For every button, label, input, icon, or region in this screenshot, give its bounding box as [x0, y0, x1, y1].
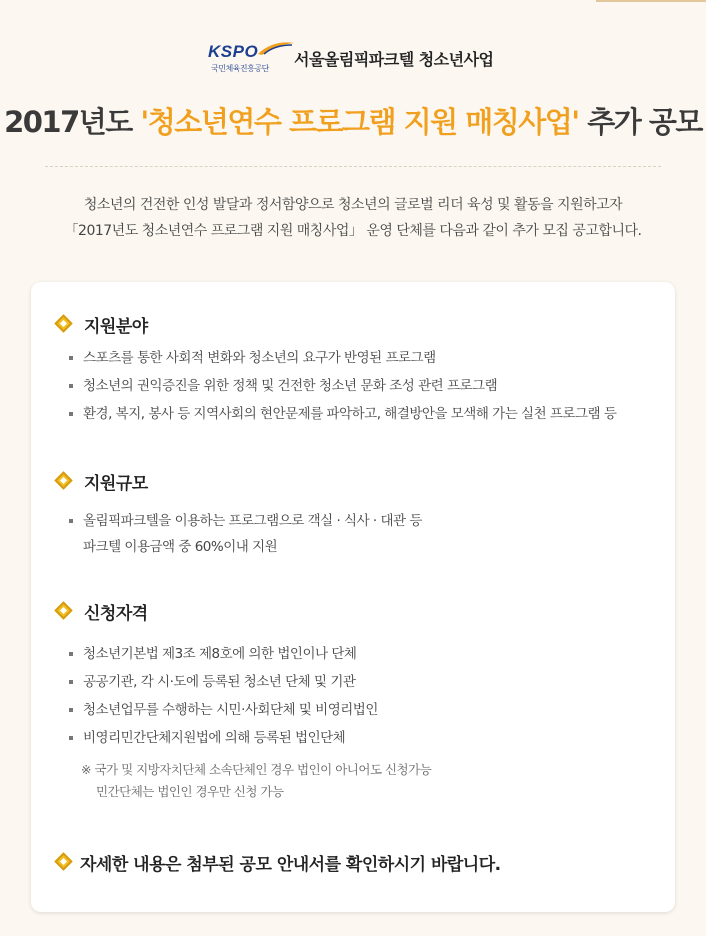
info-card	[31, 282, 675, 912]
list-item	[69, 511, 669, 559]
list-item: 비영리민간단체지원법에 의해 등록된 법인단체	[69, 728, 669, 756]
list-item: 환경, 복지, 봉사 등 지역사회의 현안문제를 파악하고, 해결방안을 모색해 가는 실천 프로그램 등	[69, 404, 669, 432]
section-scale-list	[69, 511, 669, 559]
note-line-2: 민간단체는 법인인 경우만 신청 가능	[96, 784, 284, 799]
title-highlight: '청소년연수 프로그램 지원 매칭사업'	[140, 105, 579, 139]
list-item: 청소년기본법 제3조 제8호에 의한 법인이나 단체	[69, 644, 669, 672]
section-scale-title	[57, 469, 148, 494]
intro-line-1: 청소년의 건전한 인성 발달과 정서함양으로 청소년의 글로벌 리더 육성 및 활동을 지원하고자	[83, 197, 623, 213]
note-line-1: ※ 국가 및 지방자치단체 소속단체인 경우 법인이 아니어도 신청가능	[81, 762, 432, 777]
header	[0, 40, 706, 80]
list-item: 청소년의 권익증진을 위한 정책 및 건전한 청소년 문화 조성 관련 프로그램	[69, 376, 669, 404]
eligibility-note	[81, 759, 431, 803]
scale-line-1: 올림픽파크텔을 이용하는 프로그램으로 객실 · 식사 · 대관 등	[83, 513, 422, 529]
list-item: 청소년업무를 수행하는 시민·사회단체 및 비영리법인	[69, 700, 669, 728]
intro-text	[0, 192, 706, 244]
brand-title: 서울올림픽파크텔 청소년사업	[294, 50, 494, 69]
section-field-list	[69, 348, 669, 432]
section-eligibility-list	[69, 644, 669, 756]
footer-note-text: 자세한 내용은 첨부된 공모 안내서를 확인하시기 바랍니다.	[80, 855, 501, 875]
logo-subtitle: 국민체육진흥공단	[211, 64, 269, 73]
section-field-label: 지원분야	[84, 317, 148, 337]
logo-text: KSPO	[208, 42, 259, 61]
page-title	[0, 100, 706, 141]
diamond-bullet-icon	[54, 471, 72, 489]
scale-line-2: 파크텔 이용금액 중 60%이내 지원	[83, 539, 278, 555]
title-prefix: 2017년도	[4, 105, 141, 139]
intro-line-2: 「2017년도 청소년연수 프로그램 지원 매칭사업」 운영 단체를 다음과 같이 추가 모집 공고합니다.	[64, 223, 642, 239]
section-field-title	[57, 312, 148, 337]
logo-swoosh-icon	[256, 40, 296, 56]
section-eligibility-title	[57, 599, 148, 624]
diamond-bullet-icon	[54, 314, 72, 332]
kspo-logo	[208, 42, 298, 78]
top-accent-line	[596, 0, 706, 2]
title-suffix: 추가 공모	[578, 105, 702, 139]
list-item: 공공기관, 각 시·도에 등록된 청소년 단체 및 기관	[69, 672, 669, 700]
diamond-bullet-icon	[54, 601, 72, 619]
list-item: 스포츠를 통한 사회적 변화와 청소년의 요구가 반영된 프로그램	[69, 348, 669, 376]
diamond-bullet-icon	[54, 852, 72, 870]
dashed-divider	[45, 166, 661, 167]
section-eligibility-label: 신청자격	[84, 604, 148, 624]
section-scale-label: 지원규모	[84, 474, 148, 494]
footer-note	[57, 850, 501, 875]
